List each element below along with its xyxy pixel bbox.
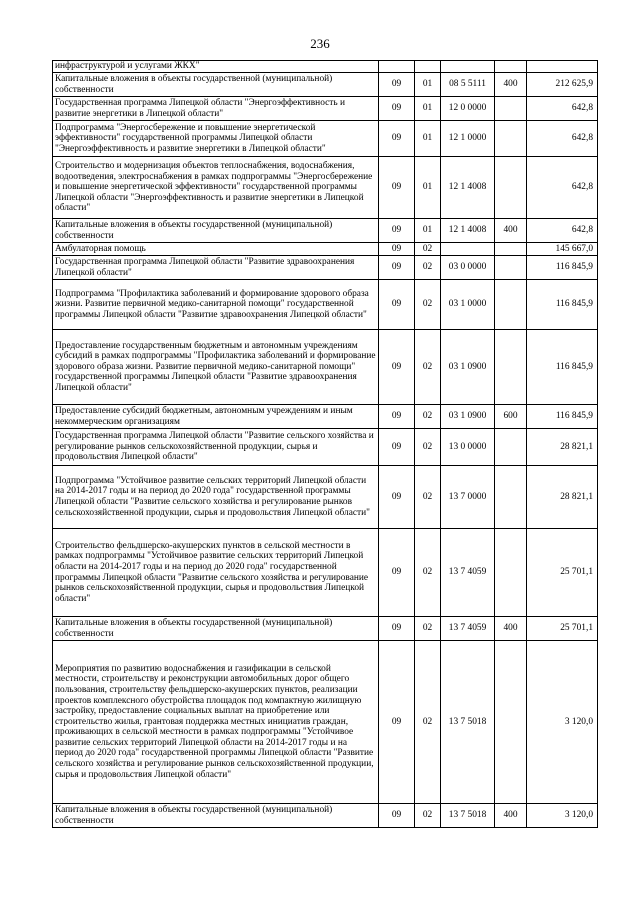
row-target-article-cell: 03 1 0000 — [441, 280, 495, 330]
row-section-cell: 09 — [379, 256, 415, 280]
row-expense-type-cell — [495, 330, 527, 405]
row-section-cell: 09 — [379, 97, 415, 121]
table-row — [53, 641, 598, 804]
row-name-cell: Предоставление государственным бюджетным и автономным учреждениям субсидий в рамках подпрограммы "Профилактика заболеваний и формирование здорового образа жизни. Развитие первичной медико-санитарной помощи" государственной программы Липецкой области "Развитие здравоохранения Липецкой области" — [53, 330, 379, 405]
row-subsection-cell: 02 — [415, 466, 441, 529]
row-target-article-cell: 12 1 4008 — [441, 219, 495, 243]
row-target-article-cell: 13 7 4059 — [441, 529, 495, 617]
row-expense-type-cell — [495, 243, 527, 256]
row-name-cell: Капитальные вложения в объекты государственной (муниципальной) собственности — [53, 617, 379, 641]
row-target-article-cell: 13 7 4059 — [441, 617, 495, 641]
row-amount-cell: 642,8 — [527, 121, 598, 157]
row-subsection-cell: 02 — [415, 405, 441, 429]
row-expense-type-cell: 400 — [495, 219, 527, 243]
row-subsection-cell: 01 — [415, 157, 441, 219]
row-amount-cell: 116 845,9 — [527, 256, 598, 280]
row-amount-cell: 116 845,9 — [527, 330, 598, 405]
row-target-article-cell: 13 0 0000 — [441, 429, 495, 466]
row-expense-type-cell — [495, 97, 527, 121]
row-name-cell: инфраструктурой и услугами ЖКХ" — [53, 61, 379, 73]
table-row — [53, 280, 598, 330]
row-amount-cell: 642,8 — [527, 97, 598, 121]
row-subsection-cell: 02 — [415, 617, 441, 641]
row-expense-type-cell: 400 — [495, 804, 527, 828]
budget-table-body — [53, 61, 598, 828]
row-amount-cell: 25 701,1 — [527, 529, 598, 617]
row-subsection-cell: 01 — [415, 219, 441, 243]
row-target-article-cell — [441, 61, 495, 73]
row-target-article-cell: 12 1 0000 — [441, 121, 495, 157]
row-amount-cell: 116 845,9 — [527, 405, 598, 429]
table-row — [53, 121, 598, 157]
row-amount-cell: 642,8 — [527, 219, 598, 243]
table-row — [53, 405, 598, 429]
table-row — [53, 804, 598, 828]
row-target-article-cell: 03 1 0900 — [441, 405, 495, 429]
row-name-cell: Государственная программа Липецкой области "Развитие здравоохранения Липецкой области" — [53, 256, 379, 280]
budget-table — [52, 60, 598, 828]
row-expense-type-cell: 400 — [495, 617, 527, 641]
row-subsection-cell: 01 — [415, 97, 441, 121]
row-amount-cell: 212 625,9 — [527, 73, 598, 97]
row-amount-cell: 25 701,1 — [527, 617, 598, 641]
table-row — [53, 97, 598, 121]
row-amount-cell: 3 120,0 — [527, 804, 598, 828]
row-target-article-cell: 08 5 5111 — [441, 73, 495, 97]
row-subsection-cell: 01 — [415, 121, 441, 157]
row-expense-type-cell — [495, 466, 527, 529]
row-name-cell: Капитальные вложения в объекты государственной (муниципальной) собственности — [53, 804, 379, 828]
row-section-cell: 09 — [379, 157, 415, 219]
row-name-cell: Подпрограмма "Профилактика заболеваний и формирование здорового образа жизни. Развитие первичной медико-санитарной помощи" государственной программы Липецкой области "Развитие здравоохранения Липецкой области" — [53, 280, 379, 330]
row-expense-type-cell — [495, 256, 527, 280]
table-row — [53, 466, 598, 529]
row-amount-cell: 3 120,0 — [527, 641, 598, 804]
row-section-cell: 09 — [379, 429, 415, 466]
row-section-cell: 09 — [379, 121, 415, 157]
row-name-cell: Мероприятия по развитию водоснабжения и газификации в сельской местности, строительству и реконструкции автомобильных дорог общего пользования, строительству фельдшерско-акушерских пунктов, реализации проектов комплексного обустройства площадок под компактную жилищную застройку, предоставление социальных выплат на приобретение или строительство жилья, грантовая поддержка местных инициатив граждан, проживающих в сельской местности в рамках подпрограммы "Устойчивое развитие сельских территорий Липецкой области на 2014-2017 годы и на период до 2020 года" государственной программы Липецкой области "Развитие сельского хозяйства и регулирование рынков сельскохозяйственной продукции, сырья и продовольствия Липецкой области" — [53, 641, 379, 804]
row-name-cell: Государственная программа Липецкой области "Энергоэффективность и развитие энергетики в Липецкой области" — [53, 97, 379, 121]
row-amount-cell: 145 667,0 — [527, 243, 598, 256]
table-row — [53, 61, 598, 73]
row-expense-type-cell — [495, 529, 527, 617]
row-target-article-cell: 03 0 0000 — [441, 256, 495, 280]
row-expense-type-cell — [495, 280, 527, 330]
row-name-cell: Подпрограмма "Энергосбережение и повышение энергетической эффективности" государственной программы Липецкой области "Энергоэффективность и развитие энергетики в Липецкой области" — [53, 121, 379, 157]
table-row — [53, 157, 598, 219]
row-target-article-cell: 13 7 0000 — [441, 466, 495, 529]
row-target-article-cell — [441, 243, 495, 256]
row-name-cell: Строительство фельдшерско-акушерских пунктов в сельской местности в рамках подпрограммы "Устойчивое развитие сельских территорий Липецкой области на 2014-2017 годы и на период до 2020 года" государственной программы Липецкой области "Развитие сельского хозяйства и регулирование рынков сельскохозяйственной продукции, сырья и продовольствия Липецкой области" — [53, 529, 379, 617]
row-expense-type-cell — [495, 641, 527, 804]
row-section-cell: 09 — [379, 804, 415, 828]
row-target-article-cell: 12 1 4008 — [441, 157, 495, 219]
row-amount-cell: 28 821,1 — [527, 429, 598, 466]
row-subsection-cell: 01 — [415, 73, 441, 97]
row-target-article-cell: 12 0 0000 — [441, 97, 495, 121]
row-subsection-cell: 02 — [415, 529, 441, 617]
row-section-cell: 09 — [379, 243, 415, 256]
row-name-cell: Амбулаторная помощь — [53, 243, 379, 256]
row-expense-type-cell — [495, 121, 527, 157]
row-name-cell: Строительство и модернизация объектов теплоснабжения, водоснабжения, водоотведения, электроснабжения в рамках подпрограммы "Энергосбережение и повышение энергетической эффективности" государственной программы Липецкой области "Энергоэффективность и развитие энергетики в Липецкой области" — [53, 157, 379, 219]
table-row — [53, 243, 598, 256]
row-subsection-cell: 02 — [415, 429, 441, 466]
page-number: 236 — [310, 36, 330, 51]
table-row — [53, 617, 598, 641]
row-target-article-cell: 13 7 5018 — [441, 804, 495, 828]
row-subsection-cell: 02 — [415, 804, 441, 828]
row-name-cell: Государственная программа Липецкой области "Развитие сельского хозяйства и регулирование рынков сельскохозяйственной продукции, сырья и продовольствия Липецкой области" — [53, 429, 379, 466]
row-subsection-cell: 02 — [415, 256, 441, 280]
row-subsection-cell: 02 — [415, 641, 441, 804]
row-amount-cell: 116 845,9 — [527, 280, 598, 330]
table-row — [53, 529, 598, 617]
row-target-article-cell: 13 7 5018 — [441, 641, 495, 804]
row-expense-type-cell: 600 — [495, 405, 527, 429]
row-amount-cell: 642,8 — [527, 157, 598, 219]
table-row — [53, 73, 598, 97]
row-amount-cell: 28 821,1 — [527, 466, 598, 529]
row-subsection-cell: 02 — [415, 280, 441, 330]
row-expense-type-cell: 400 — [495, 73, 527, 97]
row-name-cell: Капитальные вложения в объекты государственной (муниципальной) собственности — [53, 219, 379, 243]
row-subsection-cell — [415, 61, 441, 73]
table-row — [53, 256, 598, 280]
row-subsection-cell: 02 — [415, 243, 441, 256]
row-expense-type-cell — [495, 61, 527, 73]
row-section-cell — [379, 61, 415, 73]
row-expense-type-cell — [495, 157, 527, 219]
row-expense-type-cell — [495, 429, 527, 466]
row-section-cell: 09 — [379, 641, 415, 804]
row-name-cell: Капитальные вложения в объекты государственной (муниципальной) собственности — [53, 73, 379, 97]
row-section-cell: 09 — [379, 219, 415, 243]
row-section-cell: 09 — [379, 330, 415, 405]
row-section-cell: 09 — [379, 529, 415, 617]
row-section-cell: 09 — [379, 466, 415, 529]
row-section-cell: 09 — [379, 405, 415, 429]
row-section-cell: 09 — [379, 280, 415, 330]
row-section-cell: 09 — [379, 73, 415, 97]
table-row — [53, 219, 598, 243]
table-row — [53, 330, 598, 405]
table-row — [53, 429, 598, 466]
row-subsection-cell: 02 — [415, 330, 441, 405]
row-target-article-cell: 03 1 0900 — [441, 330, 495, 405]
row-name-cell: Предоставление субсидий бюджетным, автономным учреждениям и иным некоммерческим организациям — [53, 405, 379, 429]
row-amount-cell — [527, 61, 598, 73]
row-section-cell: 09 — [379, 617, 415, 641]
row-name-cell: Подпрограмма "Устойчивое развитие сельских территорий Липецкой области на 2014-2017 годы и на период до 2020 года" государственной программы Липецкой области "Развитие сельского хозяйства и регулирование рынков сельскохозяйственной продукции, сырья и продовольствия Липецкой области" — [53, 466, 379, 529]
